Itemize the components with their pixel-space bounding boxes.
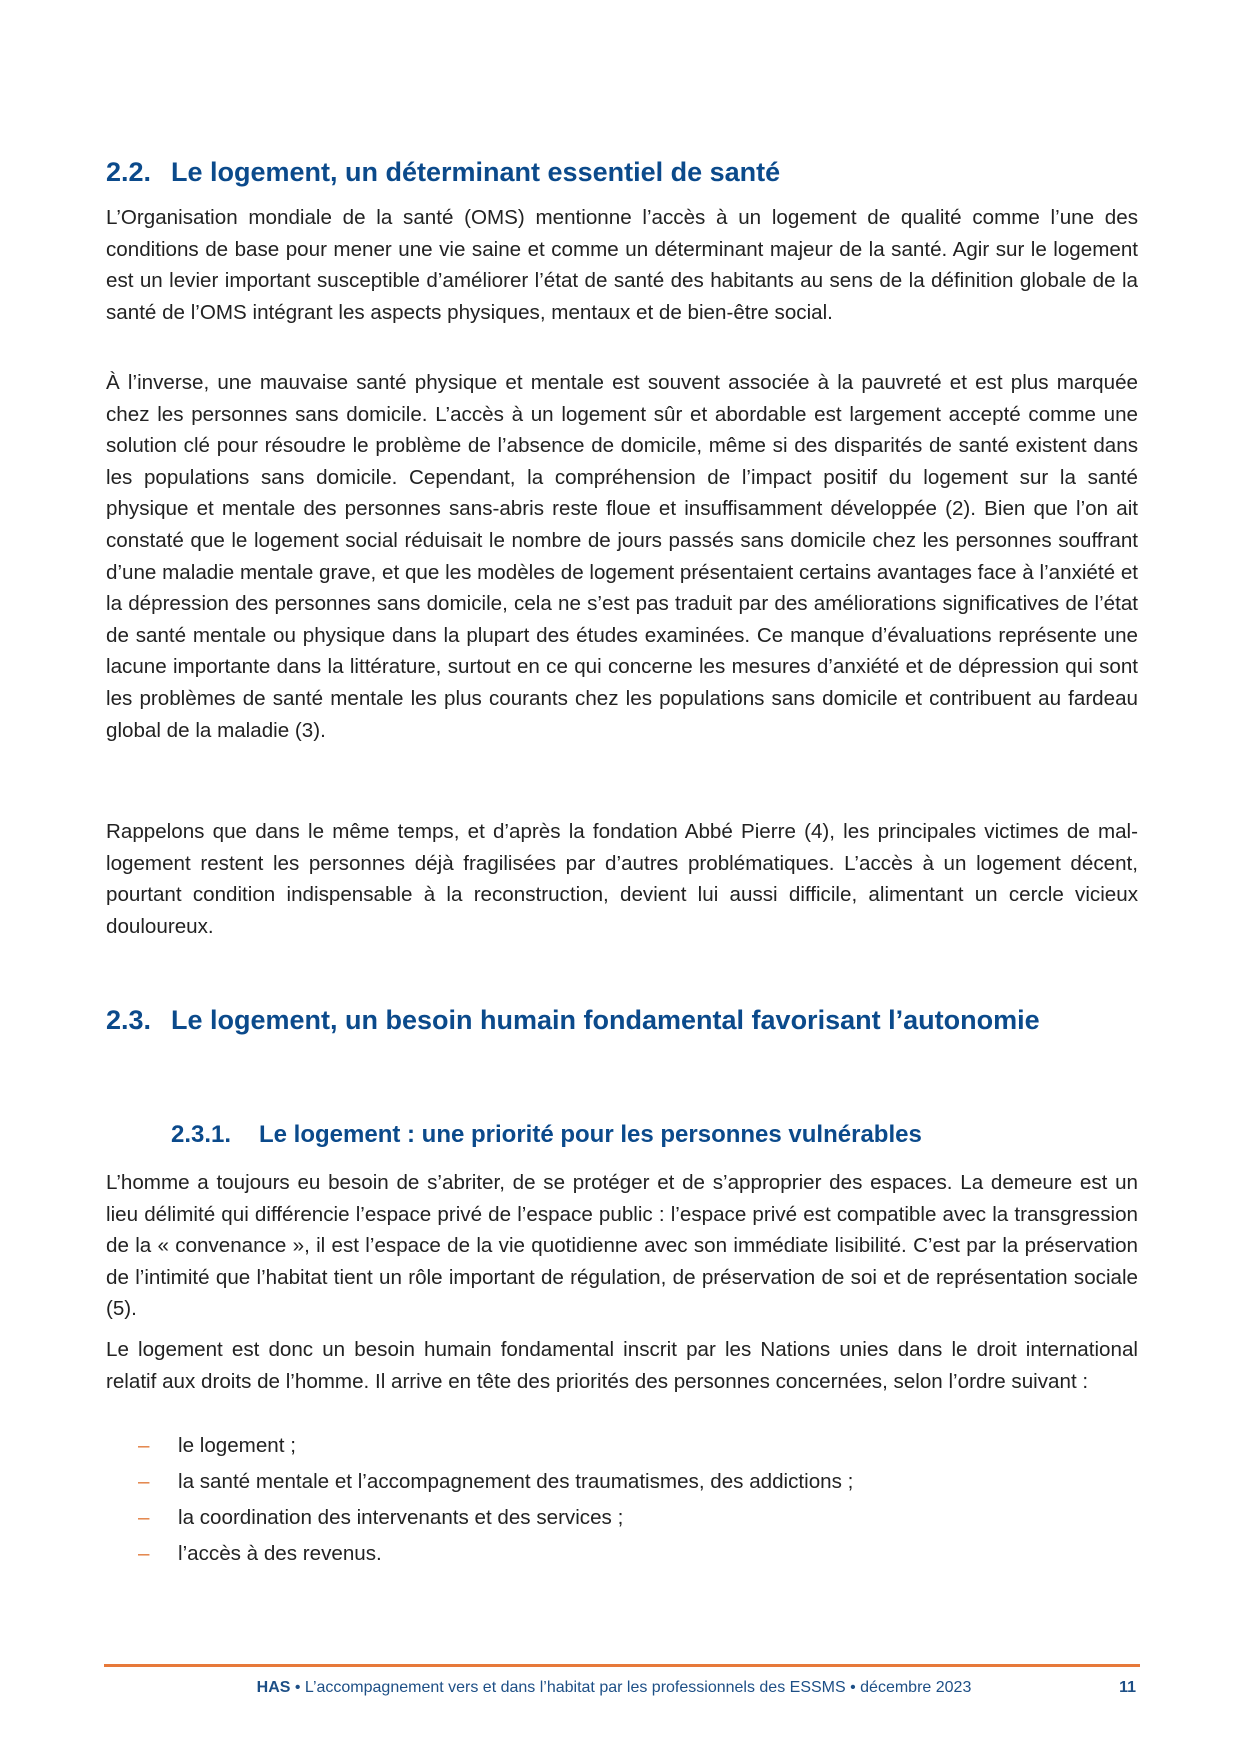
dash-bullet-icon: – (138, 1470, 150, 1493)
dash-bullet-icon: – (138, 1434, 150, 1457)
heading-title: Le logement, un besoin humain fondamental favorisant l’autonomie (171, 1005, 1040, 1035)
footer-text: L’accompagnement vers et dans l’habitat par les professionnels des ESSMS • décembre 2023 (304, 1679, 972, 1696)
list-item: – la santé mentale et l’accompagnement des traumatismes, des addictions ; (106, 1464, 1138, 1500)
heading-number: 2.3. (106, 1005, 152, 1035)
page-number: 11 (1119, 1679, 1136, 1696)
paragraph: À l’inverse, une mauvaise santé physique et mentale est souvent associée à la pauvreté et est plus marquée chez les personnes sans domicile. L’accès à un logement sûr et abordable est largement accepté comme une solution clé pour résoudre le problème de l’absence de domicile, même si des disparités de santé existent dans les populations sans domicile. Cependant, la compréhension de l’impact positif du logement sur la santé physique et mentale des personnes sans-abris reste floue et insuffisamment développée (2). Bien que l’on ait constaté que le logement social réduisait le nombre de jours passés sans domicile chez les personnes souffrant d’une maladie mentale grave, et que les modèles de logement présentaient certains avantages face à l’anxiété et la dépression des personnes sans domicile, cela ne s’est pas traduit par des améliorations significatives de l’état de santé mentale ou physique dans la plupart des études examinées. Ce manque d’évaluations représente une lacune importante dans la littérature, surtout en ce qui concerne les mesures d’anxiété et de dépression qui sont les problèmes de santé mentale les plus courants chez les populations sans domicile et contribuent au fardeau global de la maladie (3). (106, 371, 1138, 742)
heading-title: Le logement, un déterminant essentiel de santé (171, 157, 781, 187)
list-item: – le logement ; (106, 1428, 1138, 1464)
list-item: – la coordination des intervenants et des services ; (106, 1500, 1138, 1536)
list-item: – l’accès à des revenus. (106, 1536, 1138, 1572)
paragraph: L’homme a toujours eu besoin de s’abriter, de se protéger et de s’approprier des espaces. La demeure est un lieu délimité qui différencie l’espace privé de l’espace public : l’espace privé est compatible avec la transgression de la « convenance », il est l’espace de la vie quotidienne avec son immédiate lisibilité. C’est par la préservation de l’intimité que l’habitat tient un rôle important de régulation, de préservation de soi et de représentation sociale (5). (106, 1171, 1138, 1321)
footer-divider (104, 1664, 1140, 1667)
heading-number: 2.2. (106, 157, 152, 187)
subheading-title: Le logement : une priorité pour les personnes vulnérables (259, 1121, 922, 1148)
page-footer (104, 1676, 1136, 1700)
dash-bullet-icon: – (138, 1506, 150, 1529)
dash-bullet-icon: – (138, 1542, 150, 1565)
footer-separator: • (290, 1679, 305, 1696)
paragraph: Rappelons que dans le même temps, et d’après la fondation Abbé Pierre (4), les principales victimes de mal-logement restent les personnes déjà fragilisées par d’autres problématiques. L’accès à un logement décent, pourtant condition indispensable à la reconstruction, devient lui aussi difficile, alimentant un cercle vicieux douloureux. (106, 820, 1138, 938)
priority-list (106, 1428, 1138, 1572)
footer-brand: HAS (256, 1679, 291, 1696)
paragraph: L’Organisation mondiale de la santé (OMS) mentionne l’accès à un logement de qualité comme l’une des conditions de base pour mener une vie saine et comme un déterminant majeur de la santé. Agir sur le logement est un levier important susceptible d’améliorer l’état de santé des habitants au sens de la définition globale de la santé de l’OMS intégrant les aspects physiques, mentaux et de bien-être social. (106, 206, 1138, 324)
footer-caption (164, 1676, 1064, 1700)
subheading-number: 2.3.1. (171, 1121, 232, 1148)
heading-section-2-3-1 (171, 1119, 922, 1151)
paragraph: Le logement est donc un besoin humain fondamental inscrit par les Nations unies dans le droit international relatif aux droits de l’homme. Il arrive en tête des priorités des personnes concernées, selon l’ordre suivant : (106, 1338, 1138, 1393)
